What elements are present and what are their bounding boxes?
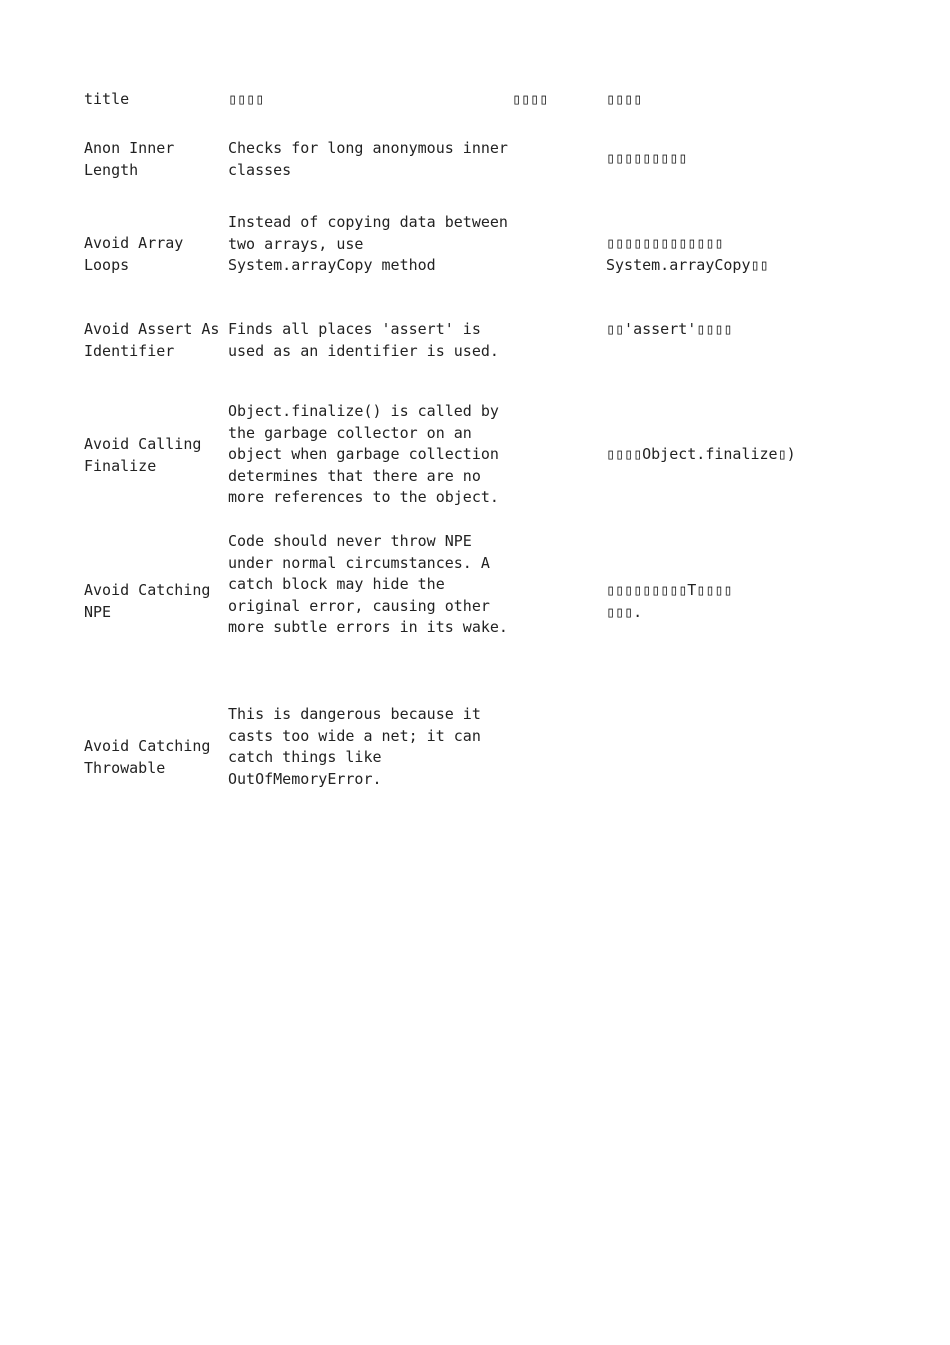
row-4-translation: ▯▯▯▯Object.finalize▯) [606, 445, 796, 463]
row-2-description: Instead of copying data between two arrays, use System.arrayCopy method [228, 213, 508, 274]
row-2-title: Avoid Array Loops [84, 234, 184, 274]
header-column-4: ▯▯▯▯ [606, 90, 643, 108]
row-5-translation: ▯▯▯▯▯▯▯▯▯T▯▯▯▯ ▯▯▯. [606, 581, 733, 621]
row-2-translation: ▯▯▯▯▯▯▯▯▯▯▯▯▯ System.arrayCopy▯▯ [606, 234, 769, 274]
header-title: title [84, 90, 130, 108]
row-3-title: Avoid Assert As Identifier [84, 320, 220, 360]
header-column-3: ▯▯▯▯ [512, 90, 549, 108]
row-5-description: Code should never throw NPE under normal circumstances. A catch block may hide the original error, causing other more subtle errors in its wake. [228, 532, 508, 636]
row-6-title: Avoid Catching Throwable [84, 737, 211, 777]
row-5-title: Avoid Catching NPE [84, 581, 211, 621]
row-6-description: This is dangerous because it casts too wide a net; it can catch things like OutOfMemoryError. [228, 705, 481, 788]
row-3-translation: ▯▯'assert'▯▯▯▯ [606, 320, 733, 338]
row-4-description: Object.finalize() is called by the garbage collector on an object when garbage collection determines that there are no more references to the object. [228, 402, 499, 506]
header-description: ▯▯▯▯ [228, 90, 265, 108]
row-3-description: Finds all places 'assert' is used as an identifier is used. [228, 320, 499, 360]
row-1-translation: ▯▯▯▯▯▯▯▯▯ [606, 149, 688, 167]
row-4-title: Avoid Calling Finalize [84, 435, 202, 475]
row-1-title: Anon Inner Length [84, 139, 175, 179]
row-1-description: Checks for long anonymous inner classes [228, 139, 508, 179]
